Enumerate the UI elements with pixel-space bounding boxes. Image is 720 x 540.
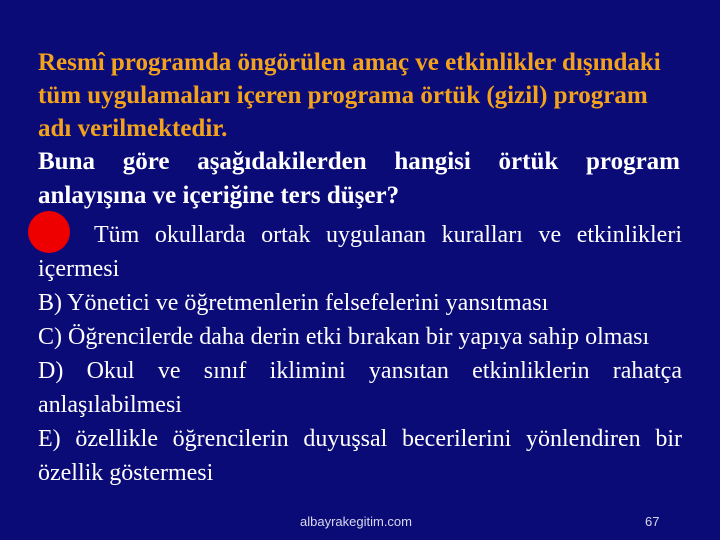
option-d: D) Okul ve sınıf iklimini yansıtan etkinliklerin rahatça anlaşılabilmesi (38, 358, 682, 418)
option-b: B) Yönetici ve öğretmenlerin felsefelerini yansıtması (38, 290, 549, 316)
answer-options (38, 218, 682, 490)
footer-website: albayrakegitim.com (300, 514, 412, 529)
page-number: 67 (645, 514, 660, 529)
question-text: Buna göre aşağıdakilerden hangisi örtük program anlayışına ve içeriğine ters düşer? (38, 148, 680, 209)
intro-text: Resmî programda öngörülen amaç ve etkinlikler dışındaki tüm uygulamaları içeren programa örtük (gizil) program adı verilmektedir. (38, 49, 661, 142)
option-a: Tüm okullarda ortak uygulanan kuralları ve etkinlikleri içermesi (38, 222, 682, 282)
option-e: E) özellikle öğrencilerin duyuşsal becerilerini yönlendiren bir özellik göstermesi (38, 426, 682, 486)
option-c: C) Öğrencilerde daha derin etki bırakan bir yapıya sahip olması (38, 324, 650, 350)
answer-marker-circle (28, 211, 70, 253)
